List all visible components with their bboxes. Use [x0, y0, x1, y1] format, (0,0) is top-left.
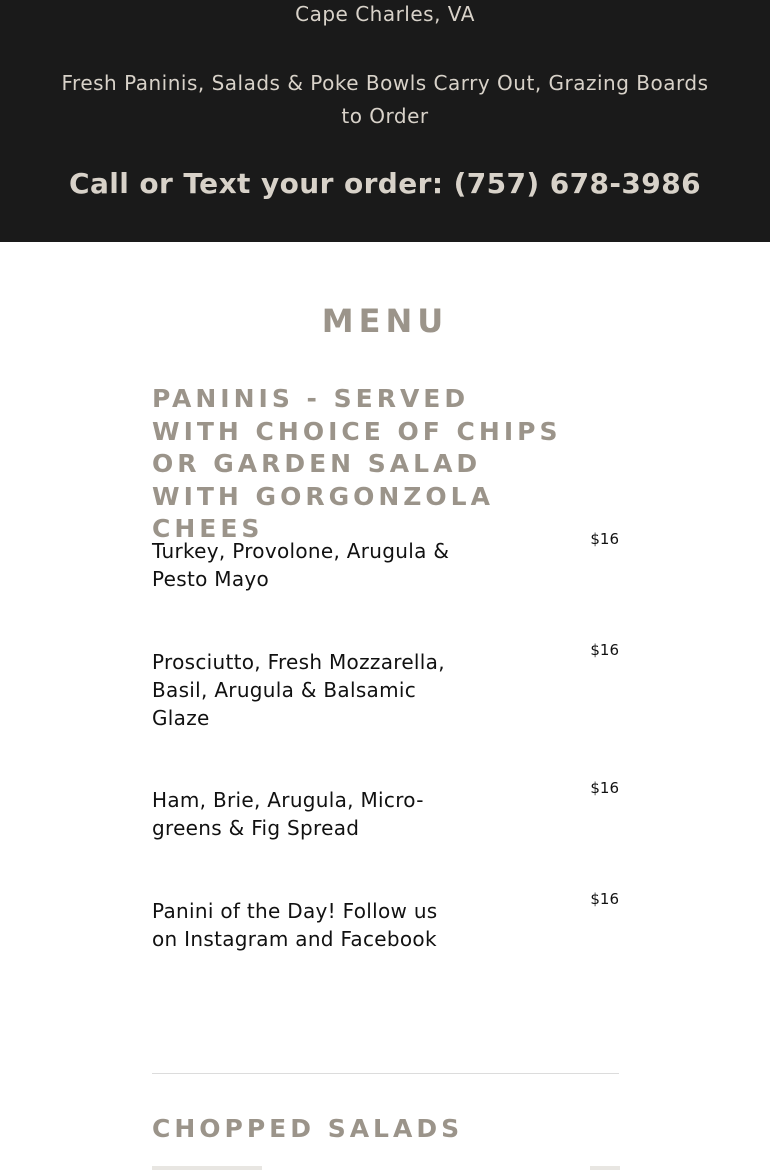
tagline-text: Fresh Paninis, Salads & Poke Bowls Carry Out, Grazing Boards to Order [61, 71, 709, 128]
menu-item-name: Prosciutto, Fresh Mozzarella, Basil, Arugula & Balsamic Glaze [152, 650, 445, 730]
menu-item [152, 779, 619, 876]
section-title-paninis: PANINIS - SERVED WITH CHOICE OF CHIPS OR GARDEN SALAD WITH GORGONZOLA CHEES [152, 384, 562, 543]
menu-item-name: Ham, Brie, Arugula, Micro-greens & Fig Spread [152, 788, 424, 840]
menu-item-price: $16 [590, 779, 619, 797]
menu-title: MENU [321, 302, 449, 340]
menu-item [152, 641, 619, 738]
section-divider [152, 1073, 619, 1074]
location-text: Cape Charles, VA [295, 2, 475, 26]
menu-item-price: $16 [590, 530, 619, 548]
menu-item-name: Panini of the Day! Follow us on Instagram and Facebook [152, 899, 438, 951]
hero-header [0, 0, 770, 242]
section-title-chopped-salads: CHOPPED SALADS [152, 1114, 464, 1143]
menu-item [152, 530, 619, 627]
menu-item-price: $16 [590, 641, 619, 659]
menu-item [152, 890, 619, 987]
menu-item-name: Turkey, Provolone, Arugula & Pesto Mayo [152, 539, 450, 591]
menu-item-price: $16 [590, 890, 619, 908]
phone-order-cta[interactable]: Call or Text your order: (757) 678-3986 [69, 167, 701, 200]
next-item-partial [152, 1166, 619, 1170]
